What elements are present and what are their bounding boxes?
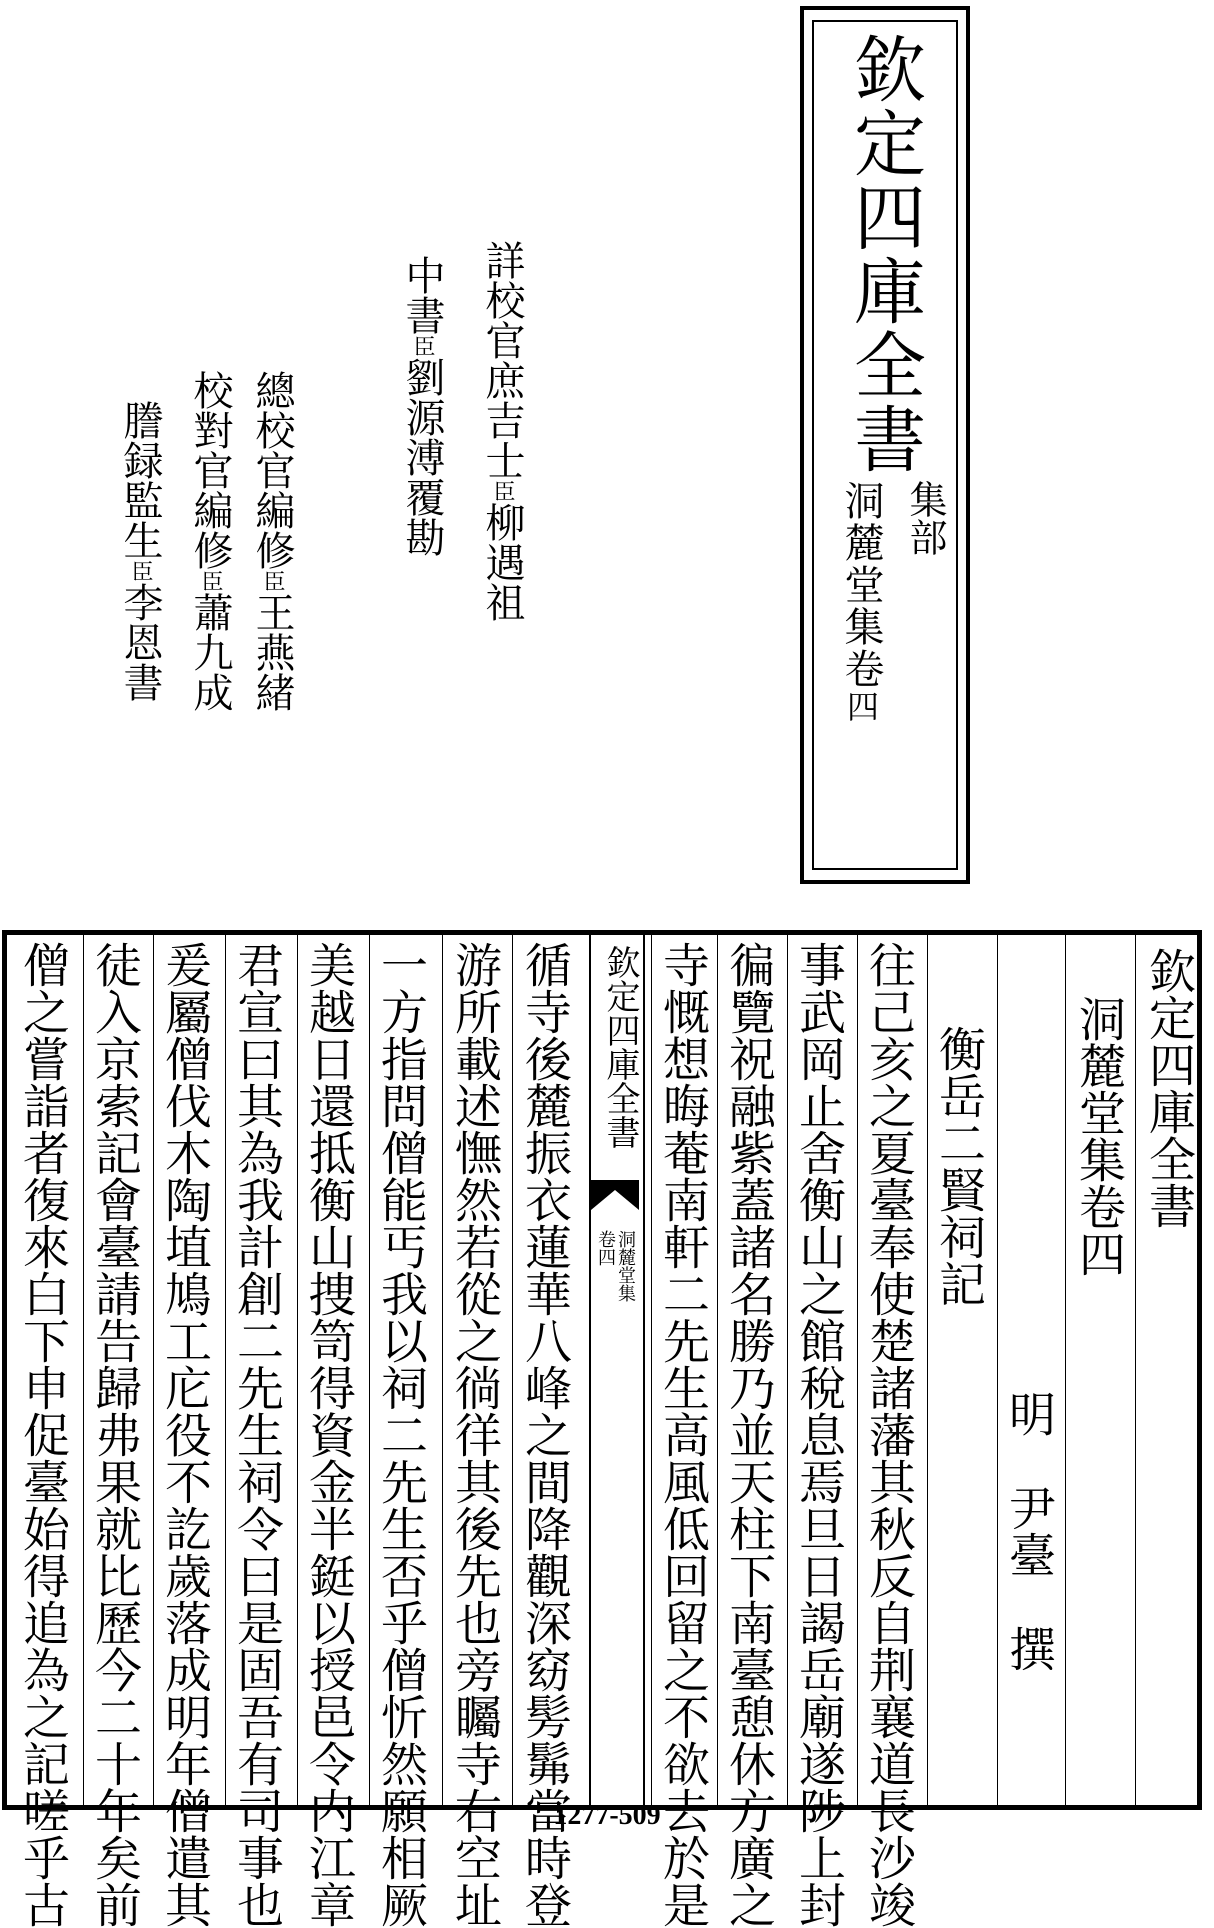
text-column: 寺慨想晦菴南軒二先生高風低回留之不欲去於是 — [655, 941, 710, 1928]
credit-name: 劉源溥覆勘 — [399, 357, 445, 557]
text-column: 僧之嘗詣者復來白下申促臺始得追為之記嗟乎古 — [15, 941, 70, 1928]
credit-mark: 臣 — [198, 570, 223, 592]
author-line: 明 尹臺 撰 — [1001, 1390, 1056, 1672]
credit-role: 總校官編修 — [249, 370, 295, 570]
essay-title: 衡岳二賢祠記 — [931, 1025, 986, 1307]
credit-name: 王燕緒 — [249, 592, 295, 712]
text-column: 爰屬僧伐木陶埴鳩工庀役不訖歲落成明年僧遣其 — [157, 941, 212, 1928]
text-column: 往己亥之夏臺奉使楚諸藩其秋反自荆襄道長沙竣 — [861, 941, 916, 1928]
credit-mark: 臣 — [260, 570, 285, 592]
text-column: 徒入京索記會臺請告歸弗果就比歷今二十年矣前 — [87, 941, 142, 1928]
text-column: 君宣曰其為我計創二先生祠令曰是固吾有司事也 — [229, 941, 284, 1928]
credit-role: 中書 — [399, 255, 445, 335]
volume-number: 四 — [842, 690, 880, 724]
band-book-title: 洞麓堂集 — [615, 1230, 636, 1302]
credit-mark: 臣 — [128, 560, 153, 582]
credit-detail-editor — [480, 240, 524, 622]
credit-mark: 臣 — [490, 480, 515, 502]
band-volume: 卷四 — [595, 1230, 616, 1266]
text-column: 一方指問僧能丐我以祠二先生否乎僧忻然願相厥 — [373, 941, 428, 1928]
credit-role: 詳校官庶吉士 — [479, 240, 525, 480]
credit-role: 校對官編修 — [187, 370, 233, 570]
text-column: 循寺後麓振衣蓮華八峰之間降觀深窈髣髴當時登 — [517, 941, 572, 1928]
credit-proofreader — [188, 370, 232, 712]
credit-copyist — [118, 400, 162, 702]
text-column: 美越日還抵衡山捜笥得資金半鋌以授邑令内江章 — [301, 941, 356, 1928]
frame-header: 欽定四庫全書 — [1141, 947, 1196, 1229]
volume-title: 洞麓堂集卷 — [838, 480, 884, 690]
volume-label — [838, 480, 884, 724]
page-number: 1277-509 — [553, 1800, 661, 1831]
credit-name: 柳遇祖 — [479, 502, 525, 622]
credit-secretary — [400, 255, 444, 557]
collection-title: 欽定四庫全書 — [842, 32, 926, 476]
text-column: 游所載述憮然若從之徜徉其後先也旁矚寺右空址 — [447, 941, 502, 1928]
credit-name: 蕭九成 — [187, 592, 233, 712]
band-title: 欽定四庫全書 — [600, 945, 640, 1149]
center-band — [589, 935, 645, 1805]
frame-book-title: 洞麓堂集卷四 — [1071, 995, 1126, 1277]
credit-chief-editor — [250, 370, 294, 712]
credit-role: 謄録監生 — [117, 400, 163, 560]
title-panel — [800, 6, 970, 884]
text-column: 事武岡止舍衡山之館稅息焉旦日謁岳廟遂陟上封 — [791, 941, 846, 1928]
text-column: 徧覽祝融紫蓋諸名勝乃並天柱下南臺憩休方廣之 — [721, 941, 776, 1928]
section-label: 集部 — [903, 480, 947, 556]
credit-mark: 臣 — [410, 335, 435, 357]
fishtail-mark — [591, 1180, 639, 1210]
credit-name: 李恩書 — [117, 582, 163, 702]
